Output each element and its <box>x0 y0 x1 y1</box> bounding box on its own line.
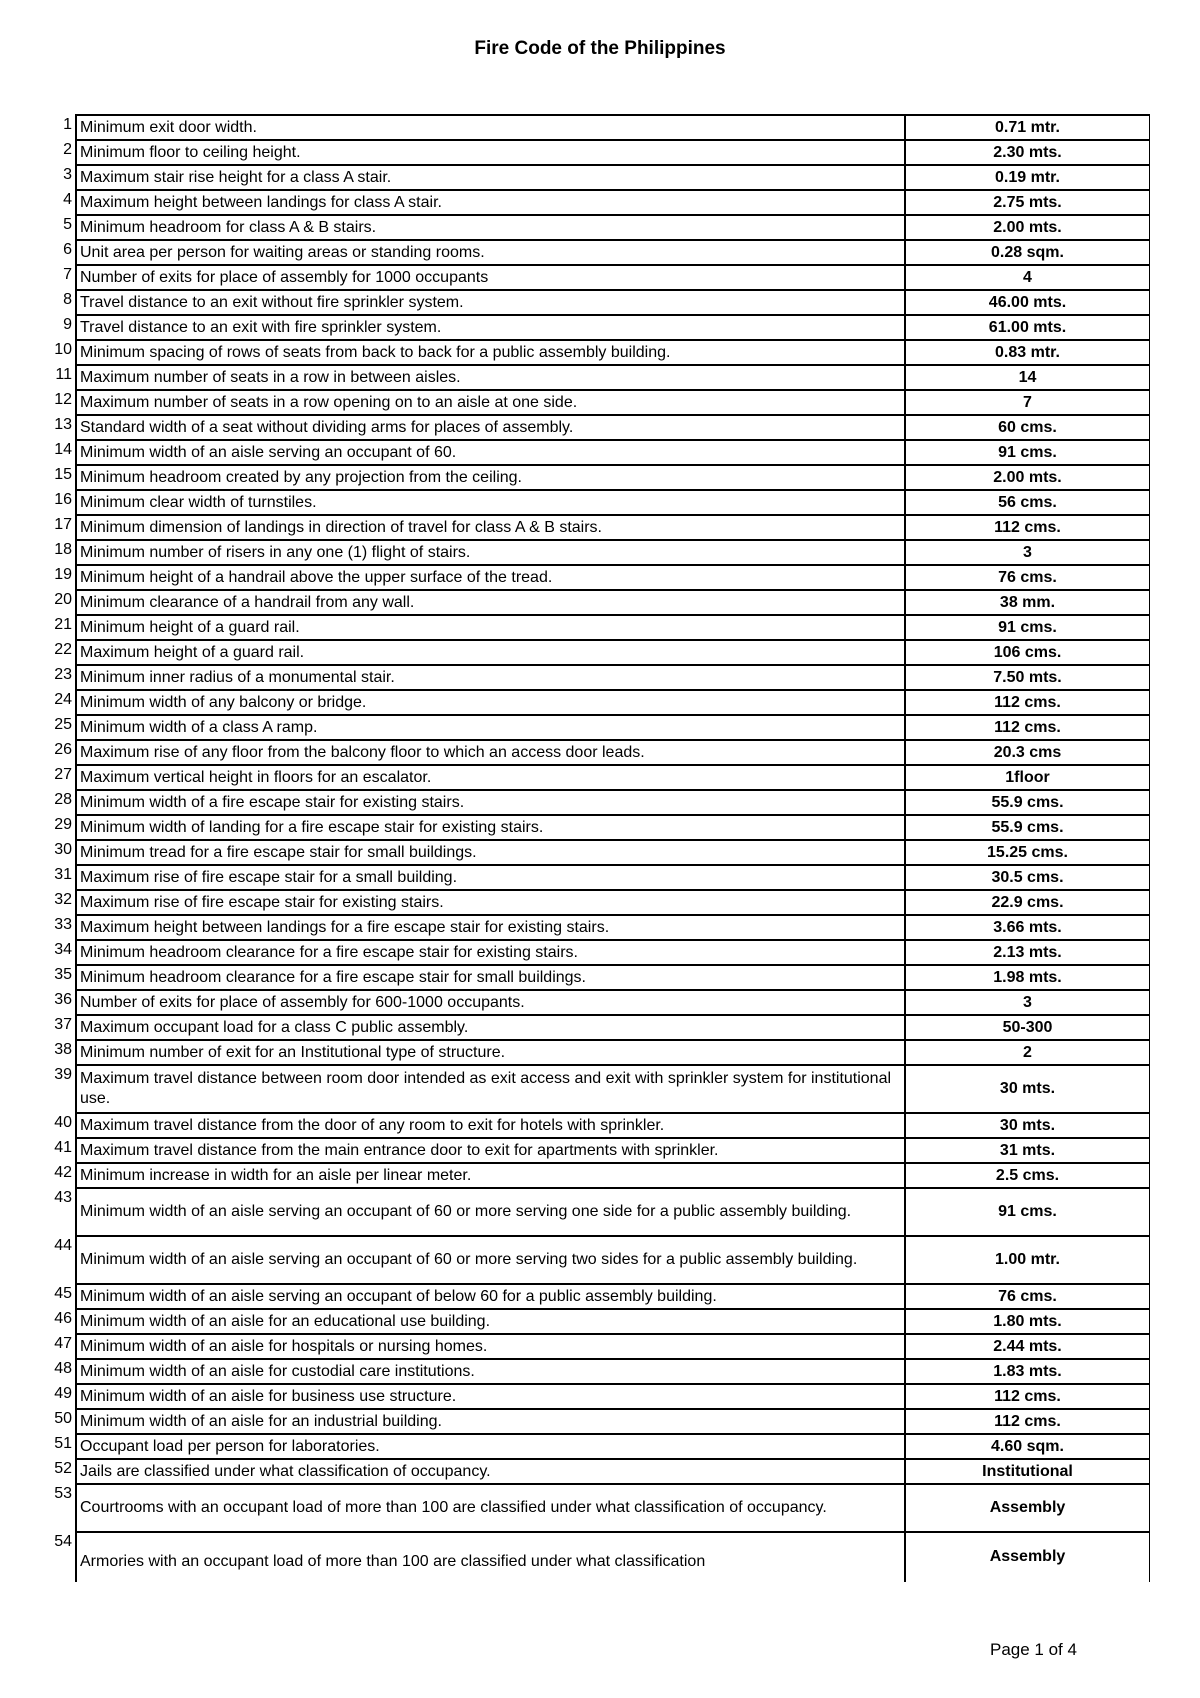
row-value: 2.13 mts. <box>905 940 1150 965</box>
table-row <box>44 290 1150 315</box>
row-number: 31 <box>54 866 72 883</box>
row-number: 14 <box>54 441 72 458</box>
table-row <box>44 1113 1150 1138</box>
table-row <box>44 1459 1150 1484</box>
row-description: Maximum travel distance from the door of any room to exit for hotels with sprinkler. <box>76 1113 905 1138</box>
row-description: Maximum height of a guard rail. <box>76 640 905 665</box>
row-value: 3 <box>905 990 1150 1015</box>
row-description: Minimum clearance of a handrail from any wall. <box>76 590 905 615</box>
row-description: Minimum headroom created by any projection from the ceiling. <box>76 465 905 490</box>
row-value: 2 <box>905 1040 1150 1065</box>
table-row <box>44 1532 1150 1582</box>
row-description: Minimum width of an aisle for custodial care institutions. <box>76 1359 905 1384</box>
row-number: 19 <box>54 566 72 583</box>
table-row <box>44 815 1150 840</box>
table-row <box>44 940 1150 965</box>
row-description: Minimum width of an aisle serving an occupant of below 60 for a public assembly building. <box>76 1284 905 1309</box>
row-value: 30.5 cms. <box>905 865 1150 890</box>
row-description: Minimum number of risers in any one (1) flight of stairs. <box>76 540 905 565</box>
row-number: 41 <box>54 1139 72 1156</box>
row-number: 43 <box>54 1189 72 1206</box>
table-row <box>44 1236 1150 1284</box>
table-row <box>44 865 1150 890</box>
table-row <box>44 140 1150 165</box>
row-value: 46.00 mts. <box>905 290 1150 315</box>
row-number: 32 <box>54 891 72 908</box>
row-value: 2.00 mts. <box>905 215 1150 240</box>
table-row <box>44 990 1150 1015</box>
table-row <box>44 490 1150 515</box>
row-description: Minimum tread for a fire escape stair for small buildings. <box>76 840 905 865</box>
row-description: Maximum rise of fire escape stair for existing stairs. <box>76 890 905 915</box>
row-description: Minimum dimension of landings in direction of travel for class A & B stairs. <box>76 515 905 540</box>
row-description: Minimum height of a handrail above the upper surface of the tread. <box>76 565 905 590</box>
row-description: Minimum number of exit for an Institutional type of structure. <box>76 1040 905 1065</box>
row-number: 51 <box>54 1435 72 1452</box>
row-description: Minimum width of an aisle serving an occupant of 60. <box>76 440 905 465</box>
table-row <box>44 1434 1150 1459</box>
table-row <box>44 1309 1150 1334</box>
row-description: Maximum number of seats in a row in between aisles. <box>76 365 905 390</box>
row-value: 61.00 mts. <box>905 315 1150 340</box>
table-row <box>44 690 1150 715</box>
row-description: Maximum number of seats in a row opening on to an aisle at one side. <box>76 390 905 415</box>
row-value: 3 <box>905 540 1150 565</box>
table-row <box>44 1409 1150 1434</box>
row-number: 24 <box>54 691 72 708</box>
table-row <box>44 1065 1150 1113</box>
row-value: Assembly <box>905 1532 1150 1582</box>
row-number: 45 <box>54 1285 72 1302</box>
table-row <box>44 515 1150 540</box>
row-number: 46 <box>54 1310 72 1327</box>
row-value: 112 cms. <box>905 1409 1150 1434</box>
row-value: 30 mts. <box>905 1113 1150 1138</box>
table-row <box>44 190 1150 215</box>
row-number: 12 <box>54 391 72 408</box>
row-description: Minimum headroom for class A & B stairs. <box>76 215 905 240</box>
row-description: Minimum height of a guard rail. <box>76 615 905 640</box>
row-number: 18 <box>54 541 72 558</box>
row-number: 53 <box>54 1485 72 1502</box>
row-number: 38 <box>54 1041 72 1058</box>
table-row <box>44 1040 1150 1065</box>
row-description: Maximum rise of any floor from the balcony floor to which an access door leads. <box>76 740 905 765</box>
row-description: Unit area per person for waiting areas or standing rooms. <box>76 240 905 265</box>
row-number: 10 <box>54 341 72 358</box>
table-row <box>44 665 1150 690</box>
row-value: 2.44 mts. <box>905 1334 1150 1359</box>
row-description: Minimum width of an aisle for an industrial building. <box>76 1409 905 1434</box>
row-value: 0.19 mtr. <box>905 165 1150 190</box>
row-value: 106 cms. <box>905 640 1150 665</box>
row-number: 49 <box>54 1385 72 1402</box>
row-number: 40 <box>54 1114 72 1131</box>
row-number: 2 <box>63 141 72 158</box>
row-number: 20 <box>54 591 72 608</box>
table-row <box>44 465 1150 490</box>
row-value: 7 <box>905 390 1150 415</box>
row-value: 2.75 mts. <box>905 190 1150 215</box>
row-value: 1.98 mts. <box>905 965 1150 990</box>
table-row <box>44 615 1150 640</box>
table-row <box>44 790 1150 815</box>
table-row <box>44 165 1150 190</box>
fire-code-table <box>44 114 1150 1582</box>
row-description: Standard width of a seat without dividing arms for places of assembly. <box>76 415 905 440</box>
row-value: 76 cms. <box>905 1284 1150 1309</box>
table-row <box>44 965 1150 990</box>
row-value: 0.71 mtr. <box>905 115 1150 140</box>
table-row <box>44 1138 1150 1163</box>
table-row <box>44 215 1150 240</box>
table-row <box>44 890 1150 915</box>
row-description: Minimum width of an aisle for an educational use building. <box>76 1309 905 1334</box>
row-number: 9 <box>63 316 72 333</box>
table-row <box>44 340 1150 365</box>
table-row <box>44 265 1150 290</box>
row-value: 2.00 mts. <box>905 465 1150 490</box>
row-value: 4.60 sqm. <box>905 1434 1150 1459</box>
row-value: 112 cms. <box>905 715 1150 740</box>
row-value: 91 cms. <box>905 615 1150 640</box>
table-row <box>44 1384 1150 1409</box>
table-row <box>44 390 1150 415</box>
row-value: 7.50 mts. <box>905 665 1150 690</box>
row-value: 0.83 mtr. <box>905 340 1150 365</box>
row-number: 29 <box>54 816 72 833</box>
row-description: Occupant load per person for laboratories. <box>76 1434 905 1459</box>
row-description: Minimum width of an aisle for business use structure. <box>76 1384 905 1409</box>
row-value: 14 <box>905 365 1150 390</box>
row-description: Travel distance to an exit without fire sprinkler system. <box>76 290 905 315</box>
row-value: Assembly <box>905 1484 1150 1532</box>
row-number: 21 <box>54 616 72 633</box>
row-description: Maximum travel distance between room door intended as exit access and exit with sprinkler system for institutional use. <box>76 1065 905 1113</box>
row-value: 112 cms. <box>905 1384 1150 1409</box>
page-title: Fire Code of the Philippines <box>474 38 726 59</box>
row-value: 2.5 cms. <box>905 1163 1150 1188</box>
row-value: 91 cms. <box>905 440 1150 465</box>
row-description: Minimum increase in width for an aisle per linear meter. <box>76 1163 905 1188</box>
row-value: 20.3 cms <box>905 740 1150 765</box>
row-value: 31 mts. <box>905 1138 1150 1163</box>
row-number: 34 <box>54 941 72 958</box>
row-value: 112 cms. <box>905 515 1150 540</box>
row-number: 16 <box>54 491 72 508</box>
row-number: 25 <box>54 716 72 733</box>
row-number: 47 <box>54 1335 72 1352</box>
page-number: Page 1 of 4 <box>990 1640 1077 1659</box>
row-value: 50-300 <box>905 1015 1150 1040</box>
row-description: Maximum height between landings for a fire escape stair for existing stairs. <box>76 915 905 940</box>
table-row <box>44 365 1150 390</box>
row-number: 11 <box>55 366 72 383</box>
row-value: 56 cms. <box>905 490 1150 515</box>
row-description: Minimum floor to ceiling height. <box>76 140 905 165</box>
row-description: Minimum inner radius of a monumental stair. <box>76 665 905 690</box>
row-description: Maximum rise of fire escape stair for a small building. <box>76 865 905 890</box>
row-number: 15 <box>54 466 72 483</box>
row-number: 4 <box>63 191 72 208</box>
row-number: 3 <box>63 166 72 183</box>
table-row <box>44 565 1150 590</box>
row-description: Minimum width of landing for a fire escape stair for existing stairs. <box>76 815 905 840</box>
row-value: 1.00 mtr. <box>905 1236 1150 1284</box>
row-description: Travel distance to an exit with fire sprinkler system. <box>76 315 905 340</box>
table-row <box>44 1334 1150 1359</box>
table-row <box>44 240 1150 265</box>
table-body <box>44 115 1150 1582</box>
table-row <box>44 840 1150 865</box>
row-description: Minimum width of a class A ramp. <box>76 715 905 740</box>
table-row <box>44 540 1150 565</box>
row-description: Minimum spacing of rows of seats from back to back for a public assembly building. <box>76 340 905 365</box>
row-value: 60 cms. <box>905 415 1150 440</box>
row-number: 6 <box>63 241 72 258</box>
row-number: 44 <box>54 1237 72 1254</box>
table-row <box>44 915 1150 940</box>
row-number: 33 <box>54 916 72 933</box>
row-value: 0.28 sqm. <box>905 240 1150 265</box>
row-description: Number of exits for place of assembly for 1000 occupants <box>76 265 905 290</box>
row-description: Number of exits for place of assembly for 600-1000 occupants. <box>76 990 905 1015</box>
row-description: Maximum travel distance from the main entrance door to exit for apartments with sprinkler. <box>76 1138 905 1163</box>
row-number: 39 <box>54 1066 72 1083</box>
row-number: 26 <box>54 741 72 758</box>
table-row <box>44 440 1150 465</box>
row-number: 7 <box>63 266 72 283</box>
row-value: 15.25 cms. <box>905 840 1150 865</box>
row-description: Minimum width of an aisle serving an occupant of 60 or more serving one side for a public assembly building. <box>76 1188 905 1236</box>
row-description: Jails are classified under what classification of occupancy. <box>76 1459 905 1484</box>
row-number: 52 <box>54 1460 72 1477</box>
row-value: Institutional <box>905 1459 1150 1484</box>
row-number: 30 <box>54 841 72 858</box>
row-description: Maximum height between landings for class A stair. <box>76 190 905 215</box>
row-value: 30 mts. <box>905 1065 1150 1113</box>
row-number: 50 <box>54 1410 72 1427</box>
row-number: 48 <box>54 1360 72 1377</box>
row-number: 27 <box>54 766 72 783</box>
row-description: Minimum clear width of turnstiles. <box>76 490 905 515</box>
table-row <box>44 640 1150 665</box>
row-description: Maximum occupant load for a class C public assembly. <box>76 1015 905 1040</box>
row-value: 2.30 mts. <box>905 140 1150 165</box>
row-value: 1.83 mts. <box>905 1359 1150 1384</box>
row-number: 37 <box>54 1016 72 1033</box>
row-value: 22.9 cms. <box>905 890 1150 915</box>
row-description: Minimum width of a fire escape stair for existing stairs. <box>76 790 905 815</box>
row-number: 42 <box>54 1164 72 1181</box>
row-value: 112 cms. <box>905 690 1150 715</box>
table-row <box>44 1015 1150 1040</box>
row-number: 17 <box>54 516 72 533</box>
table-row <box>44 715 1150 740</box>
table-row <box>44 1359 1150 1384</box>
table-row <box>44 1163 1150 1188</box>
row-description: Minimum width of any balcony or bridge. <box>76 690 905 715</box>
row-description: Minimum exit door width. <box>76 115 905 140</box>
row-number: 5 <box>63 216 72 233</box>
row-value: 1floor <box>905 765 1150 790</box>
row-description: Maximum vertical height in floors for an escalator. <box>76 765 905 790</box>
row-value: 3.66 mts. <box>905 915 1150 940</box>
row-description: Minimum headroom clearance for a fire escape stair for existing stairs. <box>76 940 905 965</box>
row-number: 1 <box>63 116 72 133</box>
row-number: 22 <box>54 641 72 658</box>
row-number: 8 <box>63 291 72 308</box>
row-description: Maximum stair rise height for a class A stair. <box>76 165 905 190</box>
table-row <box>44 415 1150 440</box>
row-number: 35 <box>54 966 72 983</box>
row-description: Armories with an occupant load of more than 100 are classified under what classification <box>76 1532 905 1582</box>
table-row <box>44 115 1150 140</box>
row-value: 38 mm. <box>905 590 1150 615</box>
table-row <box>44 740 1150 765</box>
row-value: 55.9 cms. <box>905 790 1150 815</box>
table-row <box>44 1284 1150 1309</box>
table-row <box>44 1188 1150 1236</box>
table-row <box>44 315 1150 340</box>
table-row <box>44 765 1150 790</box>
row-description: Minimum headroom clearance for a fire escape stair for small buildings. <box>76 965 905 990</box>
row-description: Minimum width of an aisle serving an occupant of 60 or more serving two sides for a public assembly building. <box>76 1236 905 1284</box>
row-value: 4 <box>905 265 1150 290</box>
row-value: 55.9 cms. <box>905 815 1150 840</box>
table-row <box>44 1484 1150 1532</box>
row-number: 13 <box>54 416 72 433</box>
row-description: Minimum width of an aisle for hospitals or nursing homes. <box>76 1334 905 1359</box>
row-value: 76 cms. <box>905 565 1150 590</box>
row-number: 36 <box>54 991 72 1008</box>
row-number: 28 <box>54 791 72 808</box>
row-value: 91 cms. <box>905 1188 1150 1236</box>
row-number: 23 <box>54 666 72 683</box>
row-value: 1.80 mts. <box>905 1309 1150 1334</box>
row-number: 54 <box>54 1533 72 1550</box>
table-row <box>44 590 1150 615</box>
row-description: Courtrooms with an occupant load of more than 100 are classified under what classification of occupancy. <box>76 1484 905 1532</box>
